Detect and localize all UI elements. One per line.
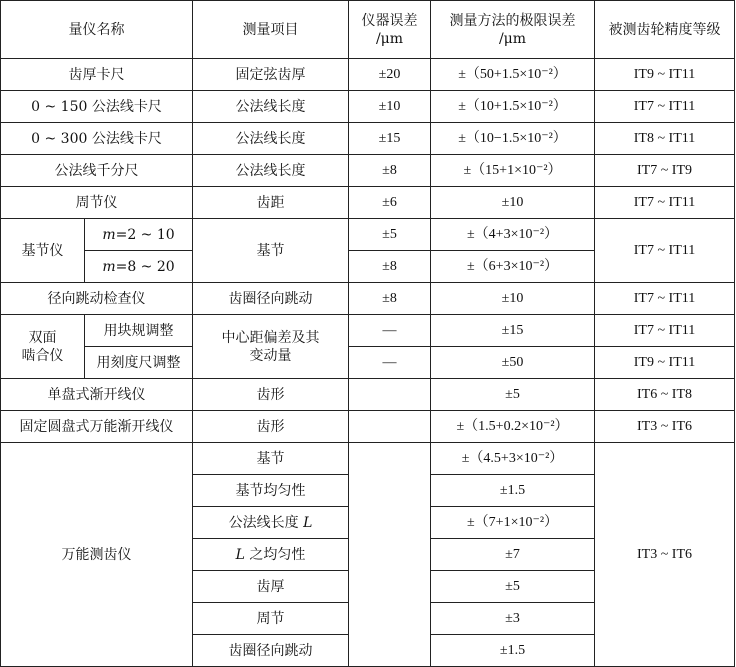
measured-item-text: 之均匀性 bbox=[244, 546, 306, 563]
module-variable: m bbox=[102, 258, 116, 275]
measured-item bbox=[193, 315, 349, 379]
measured-item: 公法线长度 bbox=[193, 155, 349, 187]
table-row bbox=[1, 347, 735, 379]
accuracy-grade: IT6 ~ IT8 bbox=[595, 379, 735, 411]
measured-item: 齿圈径向跳动 bbox=[193, 283, 349, 315]
measured-item-line1: 中心距偏差及其 bbox=[221, 329, 320, 346]
accuracy-grade: IT3 ~ IT6 bbox=[595, 411, 735, 443]
limit-error: ±7 bbox=[431, 539, 595, 571]
accuracy-grade: IT7 ~ IT9 bbox=[595, 155, 735, 187]
limit-error: ±（10−1.5×10⁻²） bbox=[431, 123, 595, 155]
instrument-subtype bbox=[85, 219, 193, 251]
accuracy-grade: IT9 ~ IT11 bbox=[595, 347, 735, 379]
limit-error: ±（4+3×10⁻²） bbox=[431, 219, 595, 251]
table-row bbox=[1, 59, 735, 91]
table-row bbox=[1, 411, 735, 443]
limit-error: ±1.5 bbox=[431, 475, 595, 507]
header-accuracy-grade: 被测齿轮精度等级 bbox=[595, 1, 735, 59]
length-variable: L bbox=[303, 514, 313, 531]
measured-item: 基节 bbox=[193, 219, 349, 283]
length-variable: L bbox=[235, 546, 245, 563]
measured-item: 基节均匀性 bbox=[193, 475, 349, 507]
measured-item: 齿形 bbox=[193, 411, 349, 443]
table-row bbox=[1, 219, 735, 251]
instrument-name: 径向跳动检查仪 bbox=[1, 283, 193, 315]
header-limit-error-unit: /μm bbox=[498, 30, 527, 47]
limit-error: ±15 bbox=[431, 315, 595, 347]
instrument-name: 0 ~ 300 公法线卡尺 bbox=[1, 123, 193, 155]
instrument-name: 周节仪 bbox=[1, 187, 193, 219]
instrument-subtype: 用刻度尺调整 bbox=[85, 347, 193, 379]
limit-error: ±（50+1.5×10⁻²） bbox=[431, 59, 595, 91]
table-row bbox=[1, 123, 735, 155]
instrument-error: ±15 bbox=[349, 123, 431, 155]
accuracy-grade: IT7 ~ IT11 bbox=[595, 187, 735, 219]
accuracy-grade: IT7 ~ IT11 bbox=[595, 315, 735, 347]
limit-error: ±（15+1×10⁻²） bbox=[431, 155, 595, 187]
accuracy-grade: IT9 ~ IT11 bbox=[595, 59, 735, 91]
instrument-error bbox=[349, 443, 431, 667]
table-row bbox=[1, 443, 735, 475]
instrument-name: 公法线千分尺 bbox=[1, 155, 193, 187]
instrument-name-line1: 双面 bbox=[28, 329, 57, 346]
limit-error: ±（1.5+0.2×10⁻²） bbox=[431, 411, 595, 443]
limit-error: ±10 bbox=[431, 283, 595, 315]
accuracy-grade: IT7 ~ IT11 bbox=[595, 283, 735, 315]
limit-error: ±50 bbox=[431, 347, 595, 379]
limit-error: ±（4.5+3×10⁻²） bbox=[431, 443, 595, 475]
measured-item: 齿形 bbox=[193, 379, 349, 411]
limit-error: ±（10+1.5×10⁻²） bbox=[431, 91, 595, 123]
measured-item: 公法线长度 bbox=[193, 91, 349, 123]
instrument-error: ±20 bbox=[349, 59, 431, 91]
table-row bbox=[1, 315, 735, 347]
measured-item: 周节 bbox=[193, 603, 349, 635]
measured-item bbox=[193, 507, 349, 539]
instrument-name: 固定圆盘式万能渐开线仪 bbox=[1, 411, 193, 443]
instrument-error: ±10 bbox=[349, 91, 431, 123]
limit-error: ±5 bbox=[431, 571, 595, 603]
limit-error: ±3 bbox=[431, 603, 595, 635]
instrument-name: 0 ~ 150 公法线卡尺 bbox=[1, 91, 193, 123]
module-range: =8 ~ 20 bbox=[115, 258, 175, 275]
accuracy-grade: IT3 ~ IT6 bbox=[595, 443, 735, 667]
measured-item: 齿厚 bbox=[193, 571, 349, 603]
instrument-name: 齿厚卡尺 bbox=[1, 59, 193, 91]
measured-item: 固定弦齿厚 bbox=[193, 59, 349, 91]
limit-error: ±（6+3×10⁻²） bbox=[431, 251, 595, 283]
measured-item: 齿距 bbox=[193, 187, 349, 219]
module-range: =2 ~ 10 bbox=[115, 226, 175, 243]
instrument-error: ±8 bbox=[349, 283, 431, 315]
instrument-error: — bbox=[349, 315, 431, 347]
limit-error: ±（7+1×10⁻²） bbox=[431, 507, 595, 539]
instrument-error: ±8 bbox=[349, 155, 431, 187]
instrument-name bbox=[1, 315, 85, 379]
header-row bbox=[1, 1, 735, 59]
header-limit-error bbox=[431, 1, 595, 59]
header-instrument-error-label: 仪器误差 bbox=[361, 12, 418, 29]
limit-error: ±10 bbox=[431, 187, 595, 219]
measured-item: 齿圈径向跳动 bbox=[193, 635, 349, 667]
accuracy-grade: IT7 ~ IT11 bbox=[595, 91, 735, 123]
measured-item-text: 公法线长度 bbox=[228, 514, 304, 531]
table-row bbox=[1, 155, 735, 187]
table-row bbox=[1, 187, 735, 219]
accuracy-grade: IT7 ~ IT11 bbox=[595, 219, 735, 283]
measured-item: 公法线长度 bbox=[193, 123, 349, 155]
instrument-name-line2: 啮合仪 bbox=[21, 347, 64, 364]
limit-error: ±5 bbox=[431, 379, 595, 411]
instrument-name: 单盘式渐开线仪 bbox=[1, 379, 193, 411]
instrument-error: ±6 bbox=[349, 187, 431, 219]
table-row bbox=[1, 283, 735, 315]
measured-item: 基节 bbox=[193, 443, 349, 475]
module-variable: m bbox=[102, 226, 116, 243]
instrument-error: ±8 bbox=[349, 251, 431, 283]
instrument-subtype bbox=[85, 251, 193, 283]
accuracy-grade: IT8 ~ IT11 bbox=[595, 123, 735, 155]
measured-item-line2: 变动量 bbox=[249, 347, 292, 364]
header-instrument-name: 量仪名称 bbox=[1, 1, 193, 59]
instrument-error bbox=[349, 379, 431, 411]
header-limit-error-label: 测量方法的极限误差 bbox=[449, 12, 576, 29]
instrument-error: ±5 bbox=[349, 219, 431, 251]
instrument-name: 万能测齿仪 bbox=[1, 443, 193, 667]
header-measured-item: 测量项目 bbox=[193, 1, 349, 59]
table-row bbox=[1, 379, 735, 411]
measured-item bbox=[193, 539, 349, 571]
header-instrument-error bbox=[349, 1, 431, 59]
instrument-error bbox=[349, 411, 431, 443]
table-row bbox=[1, 91, 735, 123]
header-instrument-error-unit: /μm bbox=[375, 30, 404, 47]
instrument-subtype: 用块规调整 bbox=[85, 315, 193, 347]
instrument-name: 基节仪 bbox=[1, 219, 85, 283]
limit-error: ±1.5 bbox=[431, 635, 595, 667]
instrument-error: — bbox=[349, 347, 431, 379]
